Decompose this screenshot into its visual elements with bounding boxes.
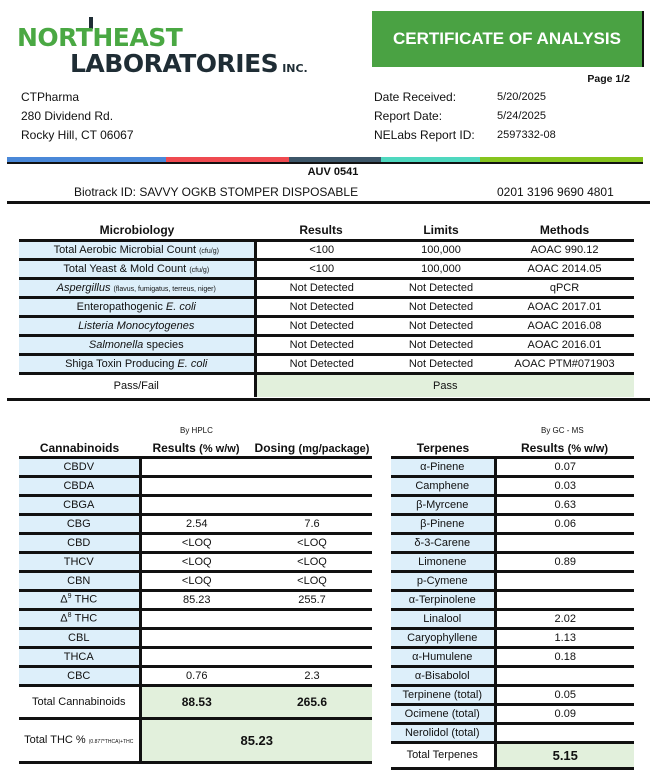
table-row xyxy=(19,571,372,590)
table-row xyxy=(391,552,634,571)
cannabinoid-name: CBDA xyxy=(19,476,140,495)
result-cell: 0.76 xyxy=(186,669,208,682)
result-cell: Not Detected xyxy=(289,300,354,313)
logo-suffix: INC. xyxy=(282,62,308,75)
gcms-byline: By GC - MS xyxy=(541,426,584,435)
terpenes-table xyxy=(391,440,634,770)
report-date-value: 5/24/2025 xyxy=(497,110,546,122)
result-cell xyxy=(495,571,634,590)
coa-banner: CERTIFICATE OF ANALYSIS xyxy=(372,11,644,67)
dosing-cell: <LOQ xyxy=(297,555,327,568)
cannabinoid-name: CBC xyxy=(19,666,140,685)
result-cell: 0.07 xyxy=(554,460,576,473)
biotrack-number: 0201 3196 9690 4801 xyxy=(497,185,614,199)
limit-cell: 100,000 xyxy=(421,243,461,256)
total-cannabinoids-label: Total Cannabinoids xyxy=(19,685,140,718)
company-logo xyxy=(0,0,308,85)
sample-id: AUV 0541 xyxy=(307,166,359,178)
limit-cell: Not Detected xyxy=(408,319,474,332)
logo-line2 xyxy=(70,49,308,84)
result-cell: 0.18 xyxy=(554,650,576,663)
col-header-microbiology: Microbiology xyxy=(99,223,175,238)
col-header-limits: Limits xyxy=(423,223,459,238)
result-cell xyxy=(140,476,252,495)
terpene-name: α-Terpinolene xyxy=(391,590,495,609)
cannabinoids-table xyxy=(19,440,372,764)
limit-cell: Not Detected xyxy=(408,281,474,294)
result-cell: 85.23 xyxy=(182,593,211,606)
table-row xyxy=(19,354,634,373)
table-row xyxy=(391,647,634,666)
limit-cell: Not Detected xyxy=(408,357,474,370)
hplc-byline: By HPLC xyxy=(180,426,213,435)
table-row xyxy=(391,495,634,514)
result-cell xyxy=(140,495,252,514)
method-cell: AOAC PTM#071903 xyxy=(514,357,615,370)
dosing-cell xyxy=(252,457,372,476)
method-cell: AOAC 2016.01 xyxy=(527,338,602,351)
table-row xyxy=(19,590,372,609)
method-cell: AOAC 2016.08 xyxy=(527,319,602,332)
cannabinoid-name: CBL xyxy=(19,628,140,647)
total-thc-row xyxy=(19,718,372,762)
table-row xyxy=(19,316,634,335)
table-row xyxy=(19,259,634,278)
result-cell: 0.05 xyxy=(554,688,576,701)
test-name: Total Yeast & Mold Count (cfu/g) xyxy=(19,259,255,278)
biotrack-line xyxy=(74,185,358,199)
result-cell: Not Detected xyxy=(289,338,354,351)
cannabinoid-name: CBGA xyxy=(19,495,140,514)
terpene-name: Camphene xyxy=(391,476,495,495)
microbiology-table xyxy=(19,222,634,397)
pass-fail-label: Pass/Fail xyxy=(19,373,255,397)
col-header-cannabinoids: Cannabinoids xyxy=(39,440,120,455)
total-cannabinoids-result: 88.53 xyxy=(140,685,252,718)
dosing-cell xyxy=(252,495,372,514)
result-cell xyxy=(140,647,252,666)
terpene-name: Linalool xyxy=(391,609,495,628)
dosing-cell xyxy=(252,628,372,647)
table-row xyxy=(19,457,372,476)
dosing-cell: 255.7 xyxy=(298,593,326,606)
col-header-results: Results (% w/w) xyxy=(152,440,240,455)
result-cell: Not Detected xyxy=(289,357,354,370)
result-cell: 0.09 xyxy=(554,707,576,720)
table-row xyxy=(19,514,372,533)
table-row xyxy=(391,704,634,723)
result-cell: <100 xyxy=(309,262,335,275)
date-received-label: Date Received: xyxy=(374,90,457,104)
pass-fail-value: Pass xyxy=(255,373,634,397)
report-id-value: 2597332-08 xyxy=(497,129,556,141)
method-cell: AOAC 2014.05 xyxy=(527,262,602,275)
table-row xyxy=(19,552,372,571)
pass-fail-row xyxy=(19,373,634,397)
cannabinoid-name: CBN xyxy=(19,571,140,590)
logo-line1: NORTHEAST xyxy=(17,23,183,52)
terpene-name: Limonene xyxy=(391,552,495,571)
terpene-name: Ocimene (total) xyxy=(391,704,495,723)
result-cell xyxy=(495,723,634,742)
table-row xyxy=(391,723,634,742)
terpene-name: α-Humulene xyxy=(391,647,495,666)
result-cell: Not Detected xyxy=(289,281,354,294)
result-cell: 1.13 xyxy=(554,631,576,644)
result-cell: 0.03 xyxy=(554,479,576,492)
page-number: Page 1/2 xyxy=(587,73,630,85)
dosing-cell: 7.6 xyxy=(304,517,320,530)
test-name: Aspergillus (flavus, fumigatus, terreus, niger) xyxy=(19,278,255,297)
cannabinoid-name: CBG xyxy=(19,514,140,533)
test-name: Shiga Toxin Producing E. coli xyxy=(19,354,255,373)
date-received-value: 5/20/2025 xyxy=(497,91,546,103)
table-row xyxy=(391,514,634,533)
dosing-cell: <LOQ xyxy=(297,574,327,587)
table-row xyxy=(391,609,634,628)
total-cannabinoids-row xyxy=(19,685,372,718)
table-row xyxy=(391,666,634,685)
test-name: Enteropathogenic E. coli xyxy=(19,297,255,316)
terpene-name: Terpinene (total) xyxy=(391,685,495,704)
table-row xyxy=(19,240,634,259)
table-row xyxy=(391,457,634,476)
table-row xyxy=(19,495,372,514)
terpene-name: α-Pinene xyxy=(391,457,495,476)
col-header-results: Results (% w/w) xyxy=(520,440,609,455)
report-id-label: NELabs Report ID: xyxy=(374,128,475,142)
result-cell xyxy=(140,457,252,476)
result-cell xyxy=(140,609,252,628)
divider xyxy=(7,201,650,204)
table-row xyxy=(19,628,372,647)
result-cell: 0.63 xyxy=(554,498,576,511)
result-cell xyxy=(140,628,252,647)
col-header-dosing: Dosing (mg/package) xyxy=(254,440,370,455)
terpene-name: β-Myrcene xyxy=(391,495,495,514)
table-row xyxy=(391,571,634,590)
table-row xyxy=(19,666,372,685)
result-cell: <100 xyxy=(309,243,335,256)
col-header-terpenes: Terpenes xyxy=(416,440,470,455)
cannabinoid-name: $\Delta^9$ THC xyxy=(19,590,140,609)
cannabinoid-name: THCV xyxy=(19,552,140,571)
client-city: Rocky Hill, CT 06067 xyxy=(21,128,134,142)
total-thc-label: Total THC % (0.877*THCA)+THC xyxy=(19,718,140,762)
dosing-cell xyxy=(252,476,372,495)
table-row xyxy=(391,476,634,495)
result-cell xyxy=(495,666,634,685)
result-cell: 2.02 xyxy=(554,612,576,625)
client-street: 280 Dividend Rd. xyxy=(21,109,114,123)
logo-name: LABORATORIES xyxy=(70,49,279,78)
result-cell: 0.06 xyxy=(554,517,576,530)
table-row xyxy=(19,278,634,297)
dosing-cell: <LOQ xyxy=(297,536,327,549)
test-name: Salmonella species xyxy=(19,335,255,354)
divider xyxy=(7,162,643,164)
report-date-label: Report Date: xyxy=(374,109,443,123)
result-cell xyxy=(495,533,634,552)
table-row xyxy=(391,628,634,647)
method-cell: AOAC 2017.01 xyxy=(527,300,602,313)
cannabinoid-name: $\Delta^8$ THC xyxy=(19,609,140,628)
terpene-name: p-Cymene xyxy=(391,571,495,590)
table-row xyxy=(391,533,634,552)
dosing-cell xyxy=(252,647,372,666)
total-terpenes-value: 5.15 xyxy=(495,742,634,768)
col-header-methods: Methods xyxy=(539,223,590,238)
biotrack-label: Biotrack ID: xyxy=(74,185,137,199)
test-name: Total Aerobic Microbial Count (cfu/g) xyxy=(19,240,255,259)
dosing-cell: 2.3 xyxy=(304,669,320,682)
total-terpenes-row xyxy=(391,742,634,768)
table-row xyxy=(19,476,372,495)
terpene-name: α-Bisabolol xyxy=(391,666,495,685)
cannabinoid-name: THCA xyxy=(19,647,140,666)
cannabinoid-name: CBD xyxy=(19,533,140,552)
table-row xyxy=(19,609,372,628)
cannabinoid-name: CBDV xyxy=(19,457,140,476)
method-cell: qPCR xyxy=(549,281,580,294)
total-cannabinoids-dosing: 265.6 xyxy=(252,685,372,718)
table-row xyxy=(19,297,634,316)
result-cell: <LOQ xyxy=(181,536,212,549)
col-header-results: Results xyxy=(299,223,343,238)
table-row xyxy=(19,335,634,354)
table-row xyxy=(19,533,372,552)
result-cell: <LOQ xyxy=(181,574,212,587)
product-name: SAVVY OGKB STOMPER DISPOSABLE xyxy=(139,185,359,199)
client-name: CTPharma xyxy=(21,90,80,104)
table-row xyxy=(391,685,634,704)
result-cell: Not Detected xyxy=(289,319,354,332)
limit-cell: 100,000 xyxy=(421,262,461,275)
divider xyxy=(7,398,650,401)
limit-cell: Not Detected xyxy=(408,300,474,313)
dosing-cell xyxy=(252,609,372,628)
terpene-name: δ-3-Carene xyxy=(391,533,495,552)
terpene-name: Caryophyllene xyxy=(391,628,495,647)
table-row xyxy=(391,590,634,609)
terpene-name: β-Pinene xyxy=(391,514,495,533)
total-thc-value: 85.23 xyxy=(140,718,372,762)
method-cell: AOAC 990.12 xyxy=(530,243,599,256)
result-cell xyxy=(495,590,634,609)
test-name: Listeria Monocytogenes xyxy=(19,316,255,335)
result-cell: 2.54 xyxy=(186,517,208,530)
result-cell: 0.89 xyxy=(554,555,576,568)
total-terpenes-label: Total Terpenes xyxy=(391,742,495,768)
table-row xyxy=(19,647,372,666)
limit-cell: Not Detected xyxy=(408,338,474,351)
terpene-name: Nerolidol (total) xyxy=(391,723,495,742)
result-cell: <LOQ xyxy=(181,555,212,568)
